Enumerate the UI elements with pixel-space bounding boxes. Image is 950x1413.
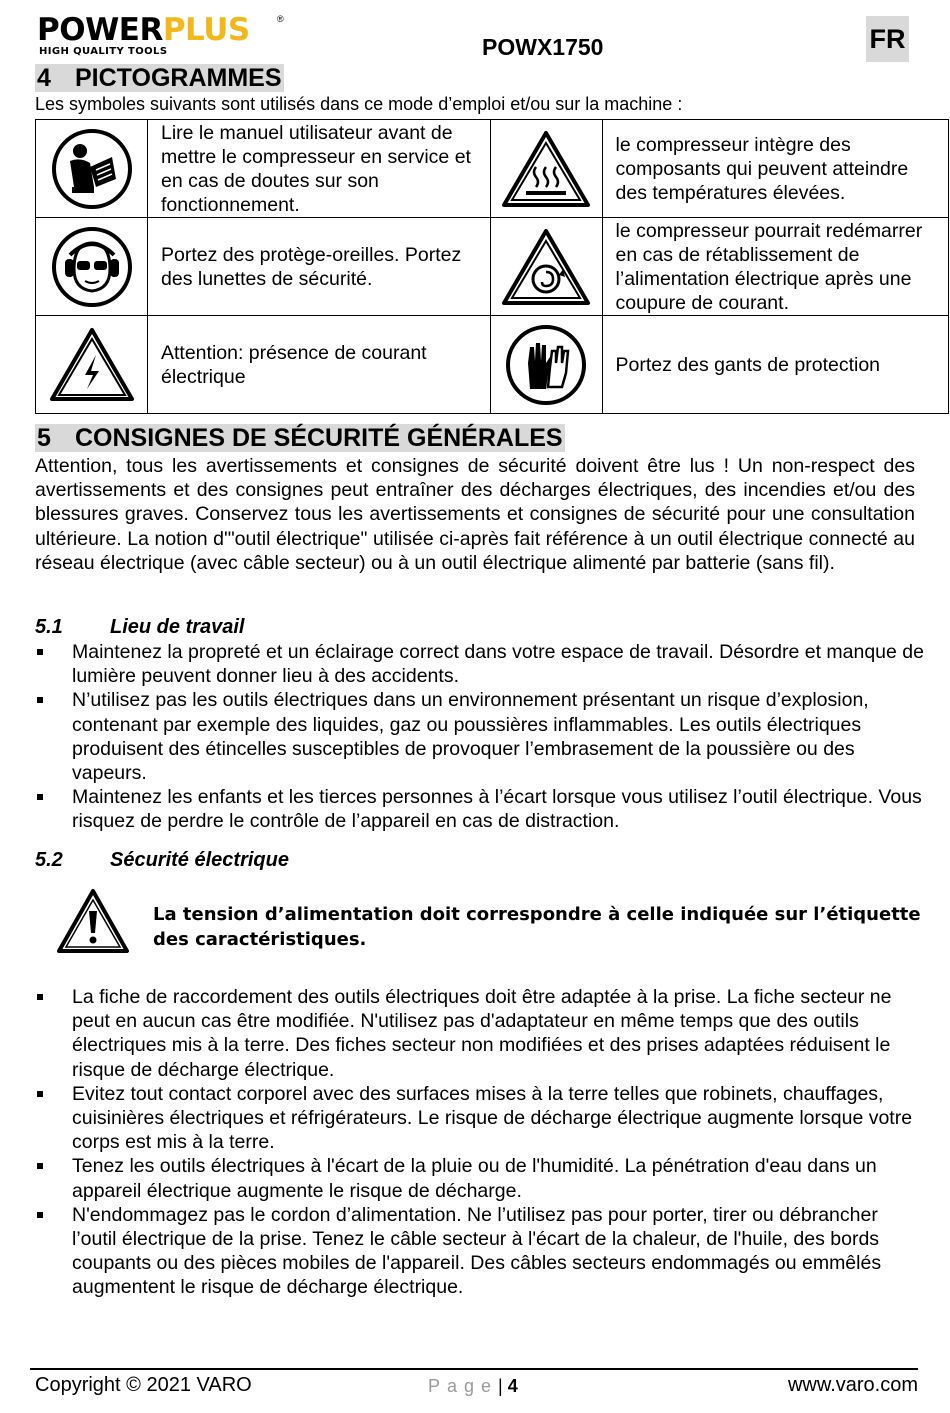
powerplus-logo	[37, 14, 287, 58]
bullet-square	[37, 1212, 43, 1218]
brand-name: POWERPLUS	[37, 12, 250, 48]
section-5-intro: Attention, tous les avertissements et consignes de sécurité doivent être lus ! Un non-respect des avertissements et des consignes peut entraîner des décharges électriques, des incendies et/ou des blessures graves. Conservez tous les avertissements et consignes de sécurité pour une consultation ultérieure. La notion d'"outil électrique" utilisée ci-après fait référence à un outil électrique connecté au réseau électrique (avec câble secteur) ou à un outil électrique alimenté par batterie (sans fil).	[35, 455, 915, 574]
pictogram-table	[35, 119, 949, 414]
subsection-5-1-list	[35, 640, 925, 834]
pictogram-row	[36, 218, 949, 316]
ear-eye-protection-icon	[36, 218, 148, 316]
pictogram-text: Attention: présence de courant électrique	[148, 316, 491, 414]
subsection-5-2-heading: 5.2 Sécurité électrique	[35, 849, 289, 871]
voltage-warning: La tension d’alimentation doit correspondre à celle indiquée sur l’étiquette des caractéristiques.	[153, 904, 921, 950]
list-item: Maintenez la propreté et un éclairage correct dans votre espace de travail. Désordre et manque de lumière peuvent donner lieu à des accidents.	[35, 640, 925, 688]
read-manual-icon	[36, 120, 148, 218]
subsection-5-2-list	[35, 985, 925, 1300]
bullet-square	[37, 1091, 43, 1097]
pictogram-text: le compresseur intègre des composants qui peuvent atteindre des températures élevées.	[602, 120, 948, 218]
footer-divider	[30, 1368, 918, 1370]
page-number: Page| 4	[428, 1376, 518, 1396]
protective-gloves-icon	[490, 316, 602, 414]
pictogram-row	[36, 120, 949, 218]
pictogram-text: Portez des protège-oreilles. Portez des lunettes de sécurité.	[148, 218, 491, 316]
model-number: POWX1750	[482, 34, 604, 60]
section-5-heading: 5 CONSIGNES DE SÉCURITÉ GÉNÉRALES	[37, 424, 563, 452]
pictogram-row	[36, 316, 949, 414]
bullet-square	[37, 649, 43, 655]
hot-surface-icon	[490, 120, 602, 218]
registered-mark: ®	[277, 14, 284, 24]
list-item: Maintenez les enfants et les tierces personnes à l’écart lorsque vous utilisez l’outil électrique. Vous risquez de perdre le contrôle de l’appareil en cas de distraction.	[35, 785, 925, 833]
section-4-heading: 4 PICTOGRAMMES	[37, 64, 282, 92]
list-item: N’utilisez pas les outils électriques dans un environnement présentant un risque d’explosion, contenant par exemple des liquides, gaz ou poussières inflammables. Les outils électriques produisent des étincelles susceptibles de provoquer l’embrasement de la poussière ou des vapeurs.	[35, 688, 925, 785]
list-item: N'endommagez pas le cordon d’alimentation. Ne l’utilisez pas pour porter, tirer ou débrancher l’outil électrique de la prise. Tenez le câble secteur à l'écart de la chaleur, de l'huile, des bords coupants ou des pièces mobiles de l'appareil. Des câbles secteurs endommagés ou emmêlés augmentent le risque de décharge électrique.	[35, 1203, 925, 1300]
list-item: Evitez tout contact corporel avec des surfaces mises à la terre telles que robinets, chauffages, cuisinières électriques et réfrigérateurs. Le risque de décharge électrique augmente lorsque votre corps est mis à la terre.	[35, 1082, 925, 1155]
auto-restart-warning-icon	[490, 218, 602, 316]
website-link[interactable]: www.varo.com	[787, 1374, 918, 1396]
subsection-5-1-heading: 5.1 Lieu de travail	[35, 616, 245, 638]
pictogram-text: Lire le manuel utilisateur avant de mettre le compresseur en service et en cas de doutes sur son fonctionnement.	[148, 120, 491, 218]
general-warning-icon	[55, 887, 131, 960]
copyright: Copyright © 2021 VARO	[35, 1374, 252, 1396]
language-badge: FR	[866, 16, 909, 62]
bullet-square	[37, 794, 43, 800]
brand-tagline: HIGH QUALITY TOOLS	[39, 46, 168, 57]
bullet-square	[37, 697, 43, 703]
bullet-square	[37, 1163, 43, 1169]
bullet-square	[37, 994, 43, 1000]
section-4-intro: Les symboles suivants sont utilisés dans ce mode d’emploi et/ou sur la machine :	[35, 94, 683, 114]
pictogram-text: Portez des gants de protection	[602, 316, 948, 414]
list-item: La fiche de raccordement des outils électriques doit être adaptée à la prise. La fiche secteur ne peut en aucun cas être modifiée. N'utilisez pas d'adaptateur en même temps que des outils électriques mis à la terre. Des fiches secteur non modifiées et des prises adaptées réduisent le risque de décharge électrique.	[35, 985, 925, 1082]
list-item: Tenez les outils électriques à l'écart de la pluie ou de l'humidité. La pénétration d'eau dans un appareil électrique augmente le risque de décharge.	[35, 1154, 925, 1202]
electric-hazard-icon	[36, 316, 148, 414]
pictogram-text: le compresseur pourrait redémarrer en cas de rétablissement de l’alimentation électrique après une coupure de courant.	[602, 218, 948, 316]
